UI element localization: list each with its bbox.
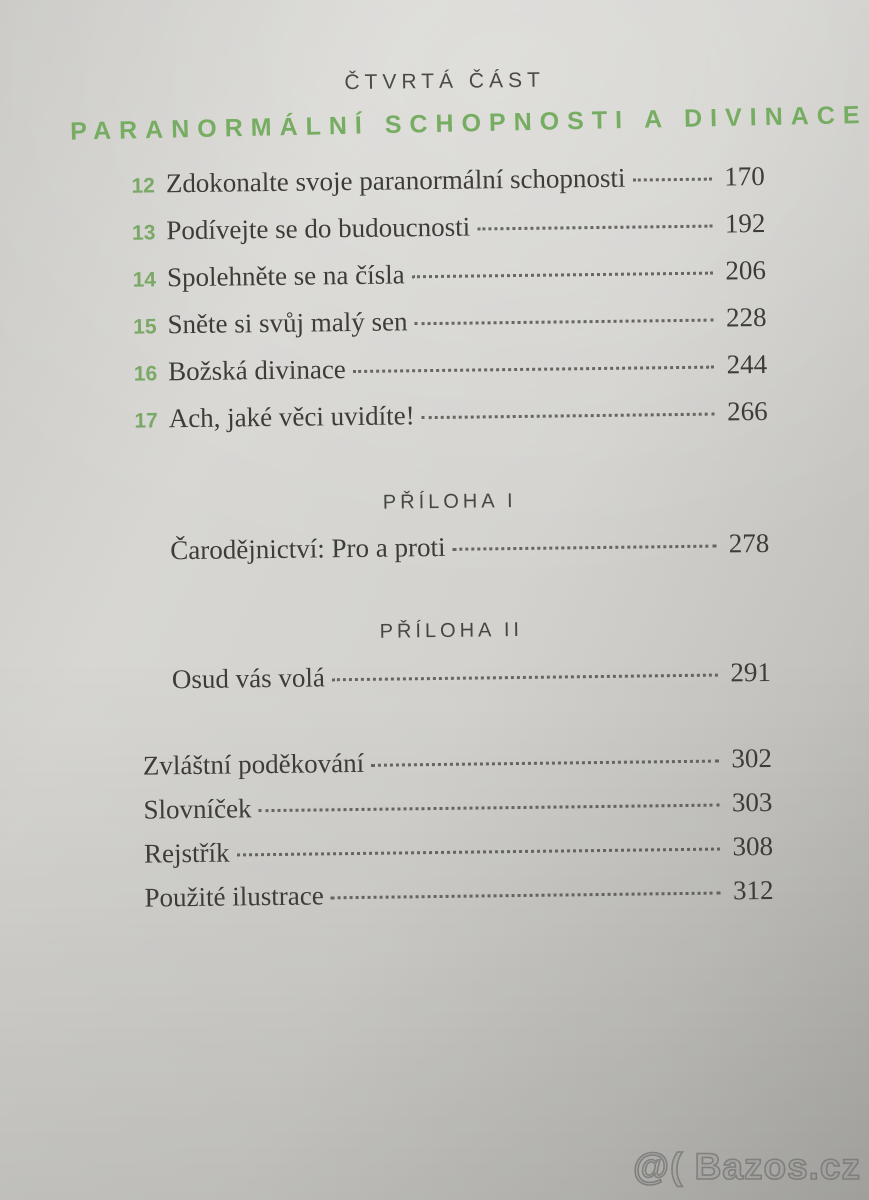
toc-entry: [130, 396, 768, 437]
chapter-title: Božská divinace: [167, 354, 347, 387]
appendix-2-heading: PŘÍLOHA II: [379, 618, 524, 643]
page-number: 170: [724, 160, 765, 192]
dot-leader: [371, 760, 719, 767]
appendix-title: Osud vás volá: [171, 662, 326, 695]
page-number: 302: [731, 742, 773, 774]
chapter-number: 14: [132, 268, 157, 292]
part-title: PARANORMÁLNÍ SCHOPNOSTI A DIVINACE: [69, 100, 868, 146]
page-number: 244: [726, 348, 768, 380]
chapter-number: 13: [131, 221, 156, 245]
chapter-list: [127, 161, 768, 437]
page-number: 266: [726, 395, 768, 427]
dot-leader: [477, 225, 712, 231]
dot-leader: [412, 272, 713, 279]
appendix-1-section: [131, 487, 770, 566]
toc-entry: [128, 255, 766, 296]
chapter-number: 15: [133, 315, 157, 339]
page-number: 192: [724, 207, 766, 239]
page-number: 291: [730, 656, 772, 688]
toc-entry: [127, 208, 765, 249]
appendix-2-section: [132, 616, 771, 695]
bazos-watermark: @( Bazos.cz: [632, 1146, 861, 1187]
toc-entry: [129, 349, 767, 390]
toc-entry: [131, 528, 769, 566]
chapter-title: Sněte si svůj malý sen: [167, 306, 408, 340]
chapter-title: Spolehněte se na čísla: [166, 259, 405, 293]
chapter-number: 16: [133, 362, 158, 386]
dot-leader: [331, 892, 721, 900]
dot-leader: [632, 178, 711, 182]
toc-entry: [135, 875, 773, 913]
toc-entry: [133, 657, 771, 695]
dot-leader: [237, 848, 721, 857]
part-heading: ČTVRTÁ ČÁST: [344, 68, 545, 95]
toc-entry: [135, 831, 773, 869]
back-matter-list: [134, 743, 774, 913]
dot-leader: [353, 366, 714, 373]
dot-leader: [258, 804, 719, 813]
chapter-number: 17: [134, 409, 158, 433]
chapter-title: Zdokonalte svoje paranormální schopnosti: [165, 162, 626, 199]
toc-entry: [128, 302, 766, 343]
toc-entry: [134, 743, 772, 781]
page-number: 312: [732, 874, 774, 906]
chapter-title: Ach, jaké věci uvidíte!: [168, 400, 415, 434]
toc-entry: [127, 161, 765, 202]
page-number: 228: [725, 301, 767, 333]
page-number: 206: [725, 254, 767, 286]
appendix-1-heading: PŘÍLOHA I: [382, 490, 517, 514]
page-number: 308: [732, 830, 774, 862]
back-matter-title: Zvláštní poděkování: [142, 747, 365, 781]
toc-entry: [134, 787, 772, 825]
back-matter-title: Použité ilustrace: [144, 880, 324, 913]
page-number: 278: [728, 527, 770, 559]
appendix-title: Čarodějnictví: Pro a proti: [170, 531, 446, 566]
back-matter-title: Slovníček: [143, 793, 252, 825]
chapter-number: 12: [131, 174, 156, 198]
page-number: 303: [731, 786, 773, 818]
dot-leader: [422, 413, 715, 420]
dot-leader: [453, 545, 717, 551]
chapter-title: Podívejte se do budoucnosti: [166, 211, 471, 246]
dot-leader: [415, 319, 714, 326]
dot-leader: [332, 674, 718, 682]
back-matter-title: Rejstřík: [143, 837, 230, 869]
